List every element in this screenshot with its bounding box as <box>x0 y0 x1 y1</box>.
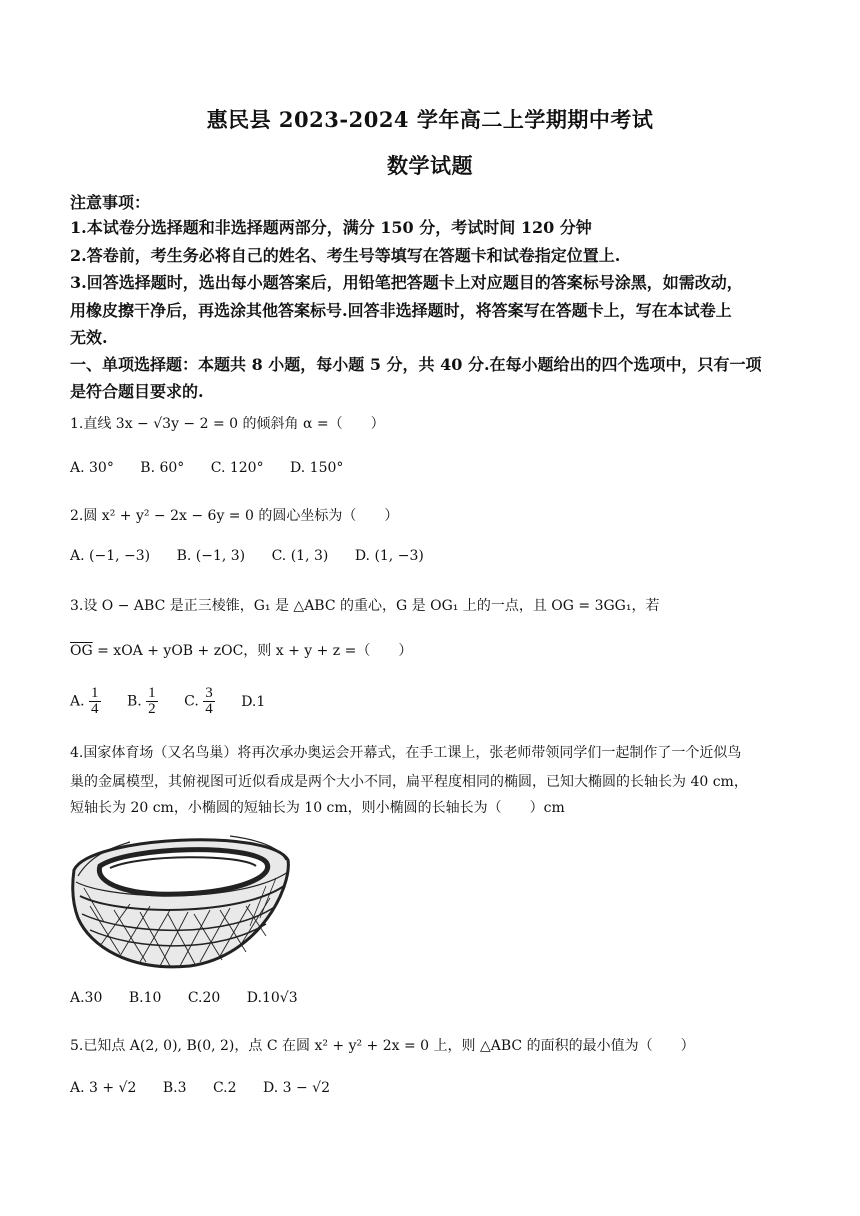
question-3-stem-line-1: 3.设 O − ABC 是正三棱锥，G₁ 是 △ABC 的重心，G 是 OG₁ 上的一点，且 OG = 3GG₁，若 <box>70 598 660 614</box>
question-3-stem-line-2 <box>70 640 800 660</box>
question-1-options <box>70 460 800 476</box>
option-a[interactable]: A. (−1, −3) <box>70 548 151 564</box>
option-b[interactable]: B.10 <box>128 990 162 1006</box>
question-2-options <box>70 548 800 564</box>
question-4-stem-line-1: 4.国家体育场（又名鸟巢）将再次承办奥运会开幕式，在手工课上，张老师带领同学们一起制作了一个近似鸟 <box>70 745 742 761</box>
fraction <box>203 686 215 717</box>
option-d[interactable]: D.10√3 <box>246 990 298 1006</box>
question-3-stem-line-2-rest: = xOA + yOB + zOC，则 x + y + z =（ ） <box>92 643 413 659</box>
question-2-stem: 2.圆 x² + y² − 2x − 6y = 0 的圆心坐标为（ ） <box>70 508 399 524</box>
option-c[interactable] <box>184 686 215 717</box>
option-d[interactable]: D. 3 − √2 <box>262 1080 330 1096</box>
birds-nest-model-image <box>70 826 292 974</box>
question-4-options <box>70 990 800 1006</box>
option-d[interactable]: D.1 <box>241 693 266 710</box>
option-c[interactable]: C. (1, 3) <box>271 548 329 564</box>
option-label: C. <box>184 693 199 710</box>
exam-title: 惠民县 2023-2024 学年高二上学期期中考试 <box>206 107 654 132</box>
question-3-options <box>70 686 800 717</box>
option-b[interactable]: B. (−1, 3) <box>176 548 246 564</box>
option-a[interactable]: A. 3 + √2 <box>70 1080 137 1096</box>
section-heading-line-1: 一、单项选择题：本题共 8 小题，每小题 5 分，共 40 分.在每小题给出的四个选项中，只有一项 <box>70 355 762 374</box>
note-item-3-line-3: 无效. <box>70 328 108 347</box>
notes-heading: 注意事项： <box>70 193 151 212</box>
denominator: 2 <box>148 701 156 717</box>
note-item-2: 2.答卷前，考生务必将自己的姓名、考生号等填写在答题卡和试卷指定位置上. <box>70 246 621 265</box>
denominator: 4 <box>205 701 213 717</box>
denominator: 4 <box>91 701 99 717</box>
option-b[interactable]: B. 60° <box>140 460 185 476</box>
option-a[interactable]: A.30 <box>70 990 103 1006</box>
option-a[interactable]: A. 30° <box>70 460 114 476</box>
fraction <box>89 686 101 717</box>
question-4-stem-line-3: 短轴长为 20 cm，小椭圆的短轴长为 10 cm，则小椭圆的长轴长为（ ）cm <box>70 800 565 816</box>
option-a[interactable] <box>70 686 101 717</box>
note-item-3-line-1: 3.回答选择题时，选出每小题答案后，用铅笔把答题卡上对应题目的答案标号涂黑，如需改动， <box>70 273 743 292</box>
option-c[interactable]: C.2 <box>212 1080 237 1096</box>
question-4-stem-line-2: 巢的金属模型，其俯视图可近似看成是两个大小不同，扁平程度相同的椭圆，已知大椭圆的长轴长为 40 cm， <box>70 774 748 790</box>
question-5-options <box>70 1080 800 1096</box>
option-b[interactable] <box>127 686 158 717</box>
note-item-1: 1.本试卷分选择题和非选择题两部分，满分 150 分，考试时间 120 分钟 <box>70 218 592 237</box>
section-heading-line-2: 是符合题目要求的. <box>70 382 204 401</box>
option-d[interactable]: D. 150° <box>290 460 344 476</box>
question-5-stem: 5.已知点 A(2, 0), B(0, 2)，点 C 在圆 x² + y² + 2x = 0 上，则 △ABC 的面积的最小值为（ ） <box>70 1038 695 1054</box>
numerator: 1 <box>91 685 99 701</box>
note-item-3-line-2: 用橡皮擦干净后，再选涂其他答案标号.回答非选择题时，将答案写在答题卡上，写在本试卷上 <box>70 301 732 320</box>
option-c[interactable]: C.20 <box>187 990 221 1006</box>
fraction <box>146 686 158 717</box>
option-b[interactable]: B.3 <box>162 1080 187 1096</box>
question-1-stem: 1.直线 3x − √3y − 2 = 0 的倾斜角 α =（ ） <box>70 416 385 432</box>
option-c[interactable]: C. 120° <box>210 460 264 476</box>
option-label: A. <box>70 693 85 710</box>
vector-og: $\overline{OG}$ <box>70 643 93 659</box>
numerator: 1 <box>148 685 156 701</box>
option-d[interactable]: D. (1, −3) <box>354 548 424 564</box>
numerator: 3 <box>205 685 213 701</box>
exam-subtitle: 数学试题 <box>387 153 473 178</box>
option-label: B. <box>126 693 142 710</box>
